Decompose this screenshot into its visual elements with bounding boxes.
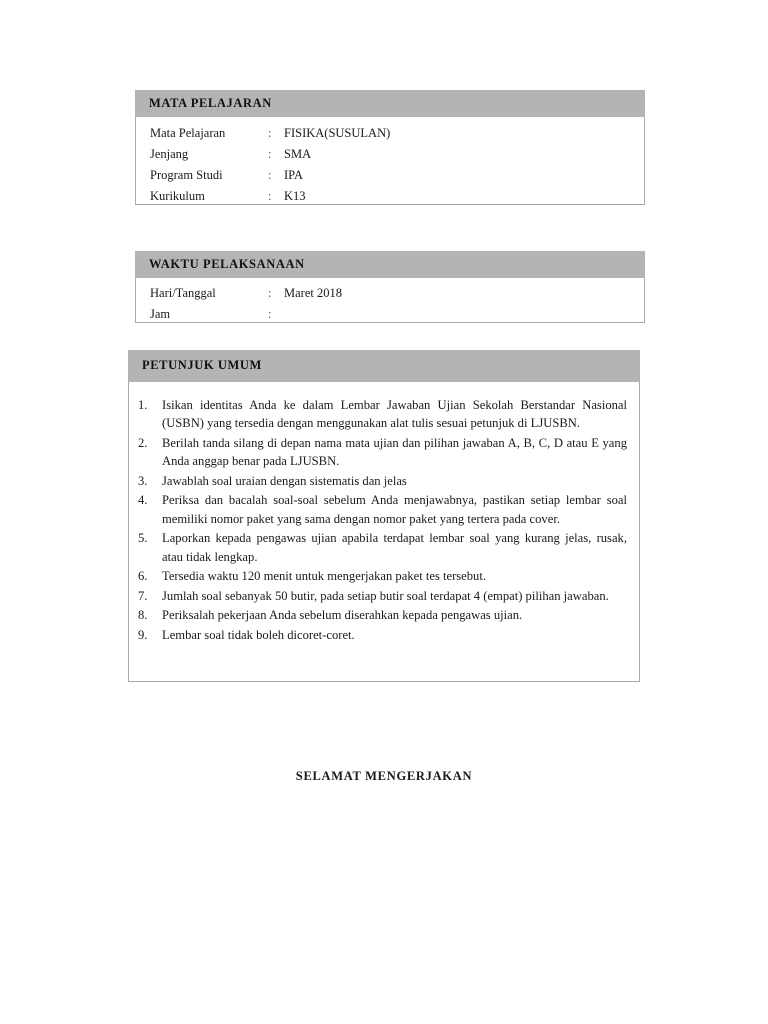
closing-note: SELAMAT MENGERJAKAN <box>295 769 473 783</box>
subject-section <box>135 90 645 205</box>
list-item <box>129 472 627 491</box>
list-item-number: 7. <box>138 588 148 603</box>
list-item-text: Jumlah soal sebanyak 50 butir, pada setiap butir soal terdapat 4 (empat) pilihan jawaban. <box>162 588 609 603</box>
list-item-number: 8. <box>138 608 148 623</box>
list-item-number: 6. <box>138 569 148 584</box>
list-item <box>129 529 627 566</box>
list-item-number: 4. <box>138 493 148 508</box>
list-item-number: 1. <box>138 397 148 412</box>
list-item <box>129 491 627 528</box>
list-item-text: Isikan identitas Anda ke dalam Lembar Jawaban Ujian Sekolah Berstandar Nasional (USBN) yang tersedia dengan menggunakan alat tulis sesuai petunjuk di LJUSBN. <box>162 397 627 431</box>
list-item-text: Periksa dan bacalah soal-soal sebelum Anda menjawabnya, pastikan setiap lembar soal memiliki nomor paket yang sama dengan nomor paket yang tertera pada cover. <box>162 493 627 526</box>
instructions-list <box>129 396 627 645</box>
table-row <box>136 144 644 165</box>
schedule-section-header: WAKTU PELAKSANAAN <box>135 251 645 278</box>
table-row <box>136 283 644 304</box>
row-colon: : <box>268 125 272 140</box>
list-item-number: 3. <box>138 473 148 488</box>
row-value: FISIKA(SUSULAN) <box>284 125 391 140</box>
list-item <box>129 606 627 625</box>
list-item-text: Periksalah pekerjaan Anda sebelum diserahkan kepada pengawas ujian. <box>162 608 523 623</box>
instructions-section <box>128 350 640 682</box>
list-item <box>129 587 627 606</box>
list-item <box>129 434 627 471</box>
row-label: Kurikulum <box>150 188 205 203</box>
row-value: K13 <box>284 188 306 203</box>
table-row <box>136 304 644 325</box>
list-item-number: 5. <box>138 531 148 546</box>
list-item <box>129 626 627 645</box>
schedule-section <box>135 251 645 323</box>
list-item-text: Laporkan kepada pengawas ujian apabila terdapat lembar soal yang kurang jelas, rusak, atau tidak lengkap. <box>162 531 627 564</box>
row-label: Mata Pelajaran <box>150 125 226 140</box>
row-colon: : <box>268 146 272 161</box>
list-item-text: Tersedia waktu 120 menit untuk mengerjakan paket tes tersebut. <box>162 569 487 584</box>
list-item-number: 9. <box>138 627 148 642</box>
row-value: IPA <box>284 167 303 182</box>
row-value <box>278 304 644 325</box>
table-row <box>136 186 644 207</box>
subject-section-body <box>135 117 645 205</box>
schedule-section-body <box>135 278 645 323</box>
instructions-section-header: PETUNJUK UMUM <box>128 350 640 382</box>
row-colon: : <box>268 306 272 321</box>
subject-section-header: MATA PELAJARAN <box>135 90 645 117</box>
list-item-text: Jawablah soal uraian dengan sistematis dan jelas <box>162 473 407 488</box>
schedule-info-table <box>136 283 644 325</box>
row-colon: : <box>268 167 272 182</box>
table-row <box>136 123 644 144</box>
list-item-text: Berilah tanda silang di depan nama mata ujian dan pilihan jawaban A, B, C, D atau E yang Anda anggap benar pada LJUSBN. <box>162 435 627 469</box>
instructions-section-body <box>128 382 640 682</box>
list-item <box>129 567 627 586</box>
list-item <box>129 396 627 433</box>
row-value: SMA <box>284 146 312 161</box>
row-colon: : <box>268 188 272 203</box>
row-label: Program Studi <box>150 167 223 182</box>
subject-info-table <box>136 123 644 207</box>
list-item-text: Lembar soal tidak boleh dicoret-coret. <box>162 627 355 642</box>
row-label: Jam <box>150 306 171 321</box>
row-value: Maret 2018 <box>284 285 342 300</box>
row-label: Jenjang <box>150 146 189 161</box>
row-label: Hari/Tanggal <box>150 285 216 300</box>
list-item-number: 2. <box>138 435 148 450</box>
row-colon: : <box>268 285 272 300</box>
table-row <box>136 165 644 186</box>
